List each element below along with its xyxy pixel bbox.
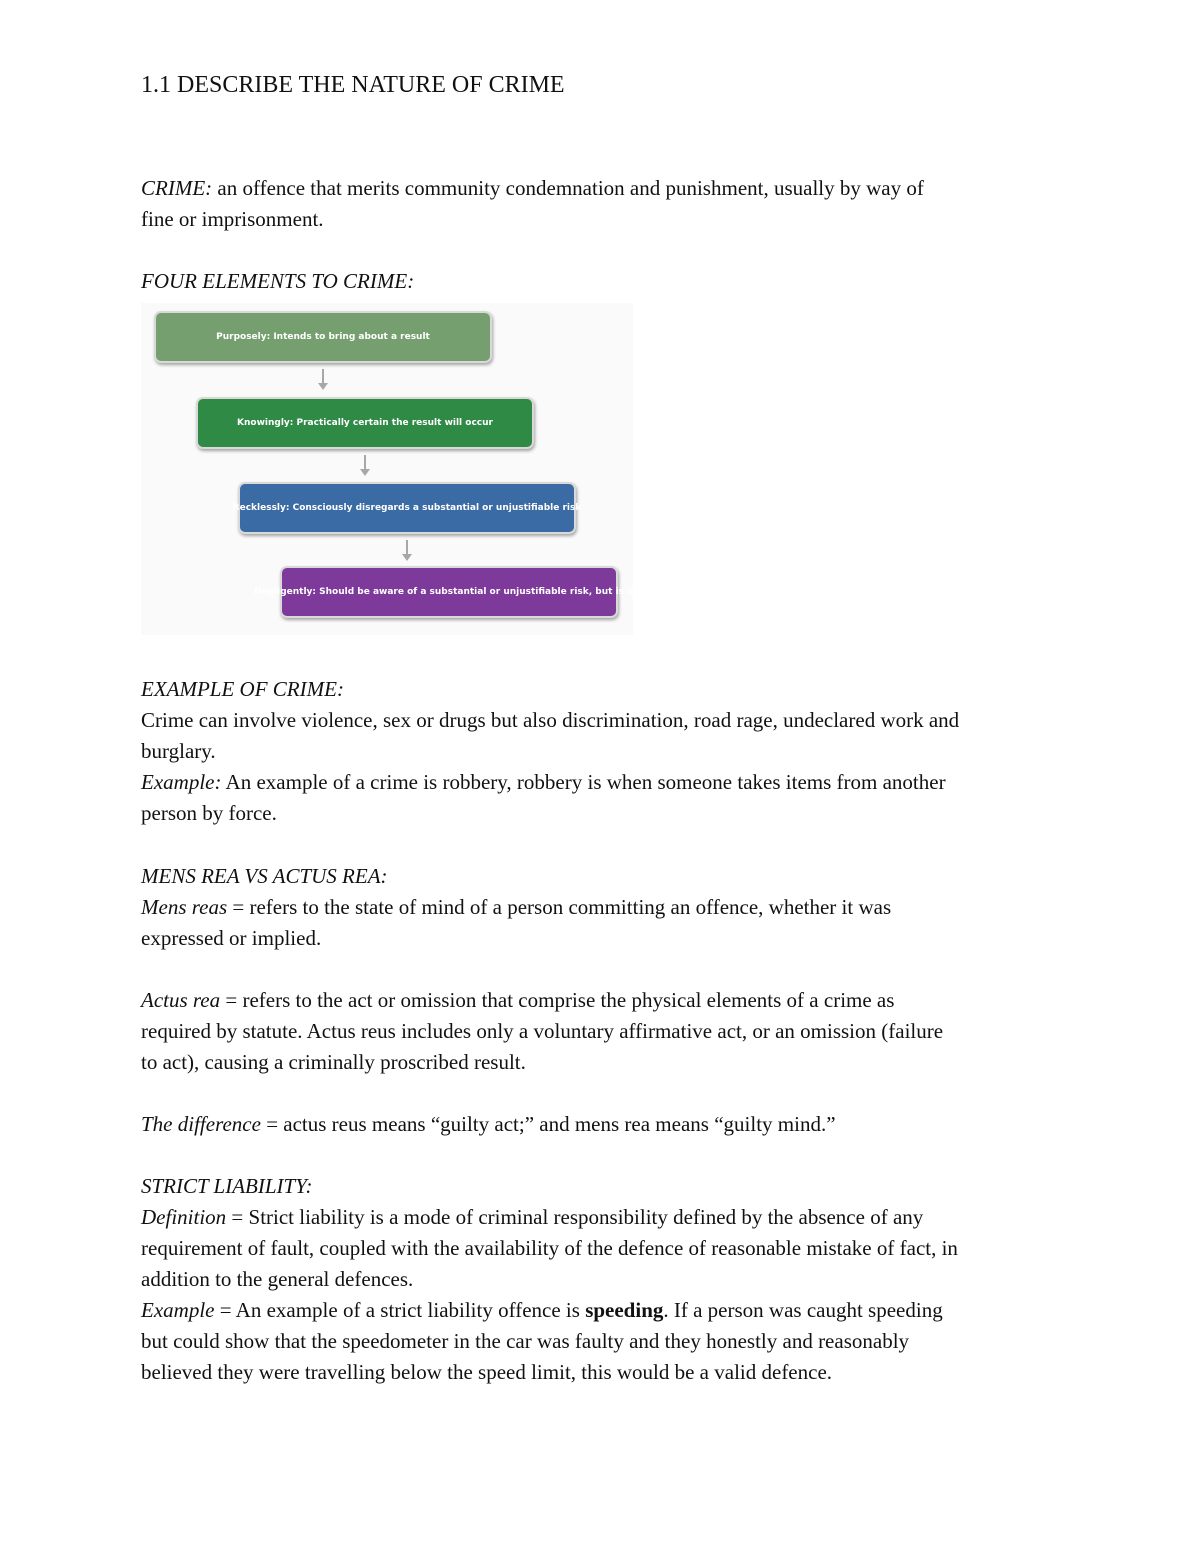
page-title: 1.1 DESCRIBE THE NATURE OF CRIME [141,72,565,98]
difference-text: = actus reus means “guilty act;” and mens rea means “guilty mind.” [260,1112,836,1136]
definition-line-1: = Strict liability is a mode of criminal responsibility defined by the absence of any [226,1205,924,1229]
strict-liability-heading: STRICT LIABILITY: [141,1174,313,1198]
definition-line-2: requirement of fault, coupled with the availability of the defence of reasonable mistake of fact, in [141,1236,958,1260]
crime-def-line-1: an offence that merits community condemnation and punishment, usually by way of [212,176,924,200]
difference-label: The difference [141,1112,261,1136]
difference-section [141,1109,1071,1140]
down-arrow-icon [406,540,408,556]
actus-line-3: to act), causing a criminally proscribed result. [141,1050,526,1074]
actus-line-1: = refers to the act or omission that comprise the physical elements of a crime as [220,988,895,1012]
actus-section [141,985,1071,1078]
mens-actus-heading: MENS REA VS ACTUS REA: [141,864,388,888]
mens-line-1: = refers to the state of mind of a person committing an offence, whether it was [227,895,892,919]
example-line-1: An example of a crime is robbery, robbery is when someone takes items from another [221,770,946,794]
sl-example-bold: speeding [585,1298,664,1322]
box-purposely: Purposely: Intends to bring about a result [154,311,492,363]
example-of-crime-heading: EXAMPLE OF CRIME: [141,677,344,701]
actus-label: Actus rea [141,988,221,1012]
four-elements-heading: FOUR ELEMENTS TO CRIME: [141,269,415,293]
mens-label: Mens reas [141,895,228,919]
mental-states-diagram [141,303,645,635]
box-recklessly: Recklessly: Consciously disregards a substantial or unjustifiable risk [238,482,576,534]
sl-example-text-2: . If a person was caught speeding [663,1298,943,1322]
example-of-crime-line-2: burglary. [141,739,216,763]
example-of-crime-line-1: Crime can involve violence, sex or drugs but also discrimination, road rage, undeclared work and [141,708,960,732]
sl-example-line-3: believed they were travelling below the speed limit, this would be a valid defence. [141,1360,833,1384]
strict-liability-section [141,1171,1071,1388]
definition-label: Definition [141,1205,227,1229]
crime-definition [141,173,1071,235]
sl-example-label: Example [141,1298,215,1322]
crime-def-line-2: fine or imprisonment. [141,207,324,231]
down-arrow-icon [322,369,324,385]
actus-line-2: required by statute. Actus reus includes only a voluntary affirmative act, or an omission (failure [141,1019,944,1043]
definition-line-3: addition to the general defences. [141,1267,414,1291]
sl-example-line-2: but could show that the speedometer in the car was faulty and they honestly and reasonably [141,1329,910,1353]
example-line-2: person by force. [141,801,277,825]
mens-actus-section [141,861,1071,954]
down-arrow-icon [364,455,366,471]
sl-example-text-1: = An example of a strict liability offence is [214,1298,586,1322]
box-negligently: Negligently: Should be aware of a substantial or unjustifiable risk, but is not [280,566,618,618]
mens-line-2: expressed or implied. [141,926,322,950]
crime-label: CRIME: [141,176,213,200]
example-of-crime-section [141,674,1071,829]
example-label: Example: [141,770,222,794]
box-knowingly: Knowingly: Practically certain the result will occur [196,397,534,449]
